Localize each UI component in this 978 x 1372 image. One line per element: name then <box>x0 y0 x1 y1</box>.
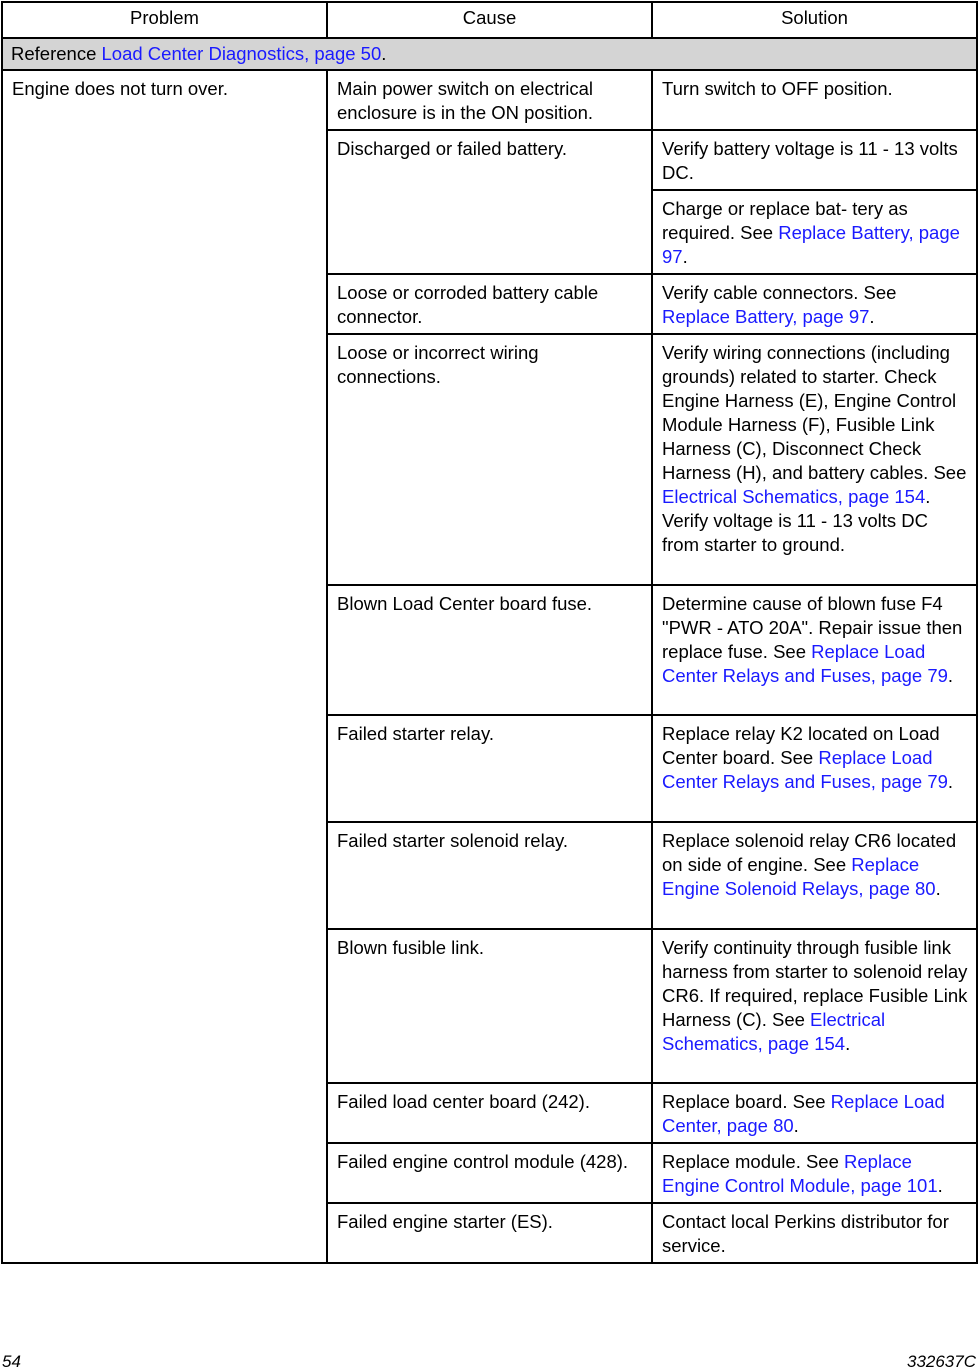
solution-suffix: . <box>947 771 954 792</box>
reference-prefix: Reference <box>11 43 102 64</box>
solution-link[interactable]: Replace Engine Control Module, page 101 <box>662 1151 938 1196</box>
solution-cell <box>652 715 977 822</box>
header-row <box>2 2 977 38</box>
solution-cell <box>652 585 977 715</box>
cause-cell: Loose or corroded battery cable connector. <box>327 274 652 334</box>
troubleshooting-table <box>1 1 978 1264</box>
reference-link[interactable]: Load Center Diagnostics, page 50 <box>101 43 382 64</box>
solution-link[interactable]: Replace Battery, page 97 <box>662 306 870 327</box>
cause-cell: Failed starter relay. <box>327 715 652 822</box>
header-cause: Cause <box>327 2 652 38</box>
solution-text: Replace board. See <box>662 1091 826 1112</box>
reference-cell <box>2 38 977 70</box>
solution-link[interactable]: Replace Load Center Relays and Fuses, page 79 <box>662 747 948 792</box>
solution-link[interactable]: Replace Battery, page 97 <box>662 222 960 267</box>
solution-text: Replace module. See <box>662 1151 839 1172</box>
solution-cell: Contact local Perkins distributor for service. <box>652 1203 977 1263</box>
cause-cell: Failed engine control module (428). <box>327 1143 652 1203</box>
cause-cell: Failed load center board (242). <box>327 1083 652 1143</box>
document-number: 332637C <box>906 1352 976 1371</box>
table-row <box>2 70 977 130</box>
solution-suffix: . <box>935 878 941 899</box>
reference-suffix: . <box>381 43 387 64</box>
solution-suffix: . <box>947 665 954 686</box>
solution-text: Replace relay K2 located on Load Center board. See <box>662 723 940 768</box>
solution-link[interactable]: Electrical Schematics, page 154 <box>662 486 926 507</box>
solution-text: Verify cable connectors. See <box>662 282 897 303</box>
cause-cell: Blown fusible link. <box>327 929 652 1083</box>
solution-cell <box>652 822 977 929</box>
solution-cell <box>652 190 977 274</box>
solution-suffix: . <box>793 1115 799 1136</box>
solution-suffix: . <box>937 1175 943 1196</box>
cause-cell: Loose or incorrect wiring connections. <box>327 334 652 585</box>
solution-text: Determine cause of blown fuse F4 "PWR - ATO 20A". Repair issue then replace fuse. See <box>662 593 963 662</box>
header-problem: Problem <box>2 2 327 38</box>
solution-suffix: . <box>869 306 875 327</box>
solution-cell: Turn switch to OFF position. <box>652 70 977 130</box>
solution-suffix: . <box>845 1033 851 1054</box>
cause-cell: Discharged or failed battery. <box>327 130 652 274</box>
cause-cell: Main power switch on electrical enclosure is in the ON position. <box>327 70 652 130</box>
problem-cell: Engine does not turn over. <box>2 70 327 1263</box>
solution-link[interactable]: Replace Load Center Relays and Fuses, page 79 <box>662 641 948 686</box>
solution-cell <box>652 1083 977 1143</box>
solution-text: Verify wiring connections (including grounds) related to starter. Check Engine Harness (E), Engine Control Module Harness (F), Fusible Link Harness (C), Disconnect Check Harness (H), and battery cables. See <box>662 342 967 483</box>
solution-text: Charge or replace bat- tery as required. See <box>662 198 908 243</box>
solution-cell <box>652 334 977 585</box>
solution-cell <box>652 274 977 334</box>
page-number: 54 <box>2 1352 21 1371</box>
solution-text: Verify continuity through fusible link harness from starter to solenoid relay CR6. If required, replace Fusible Link Harness (C). See <box>662 937 968 1030</box>
cause-cell: Failed starter solenoid relay. <box>327 822 652 929</box>
cause-cell: Blown Load Center board fuse. <box>327 585 652 715</box>
cause-cell: Failed engine starter (ES). <box>327 1203 652 1263</box>
solution-link[interactable]: Replace Load Center, page 80 <box>662 1091 945 1136</box>
solution-suffix: . <box>682 246 688 267</box>
solution-text: Replace solenoid relay CR6 located on side of engine. See <box>662 830 957 875</box>
reference-row <box>2 38 977 70</box>
solution-suffix: . Verify voltage is 11 - 13 volts DC from starter to ground. <box>662 486 931 555</box>
solution-cell: Verify battery voltage is 11 - 13 volts DC. <box>652 130 977 190</box>
solution-cell <box>652 929 977 1083</box>
solution-link[interactable]: Replace Engine Solenoid Relays, page 80 <box>662 854 936 899</box>
header-solution: Solution <box>652 2 977 38</box>
solution-link[interactable]: Electrical Schematics, page 154 <box>662 1009 886 1054</box>
solution-cell <box>652 1143 977 1203</box>
